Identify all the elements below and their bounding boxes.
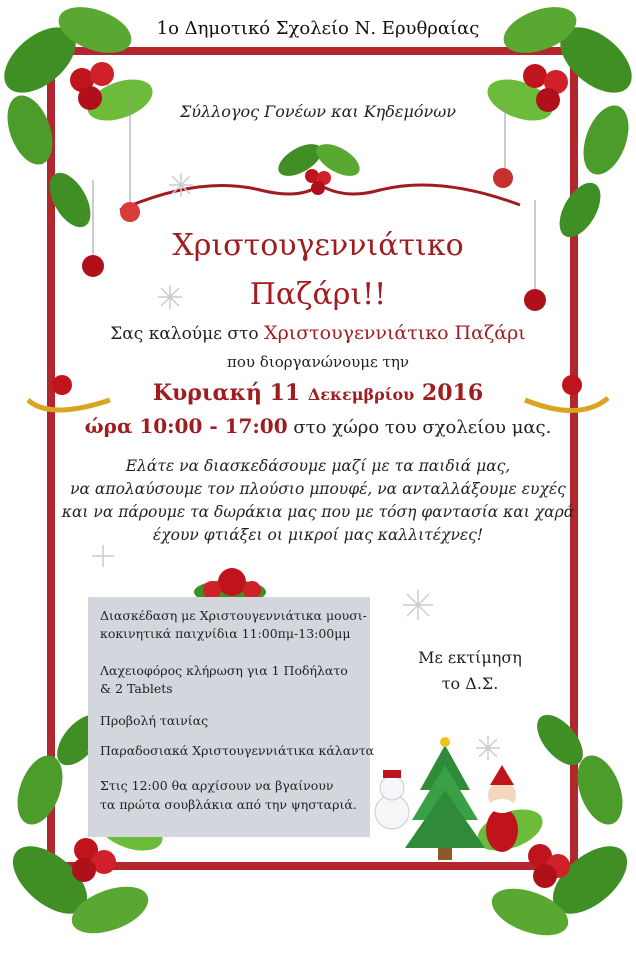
activity-item: Διασκέδαση με Χριστουγεννιάτικα μουσι-: [100, 608, 367, 623]
date-month: Δεκεμβρίου: [307, 385, 415, 404]
santa: [486, 765, 518, 852]
christmas-tree: [405, 737, 485, 860]
activity-item: τα πρώτα σουβλάκια από την ψησταριά.: [100, 797, 357, 812]
event-name: Χριστουγεννιάτικο Παζάρι: [264, 322, 526, 344]
date-day: Κυριακή 11: [152, 380, 308, 406]
snowman: [375, 770, 409, 829]
event-time: [0, 414, 636, 438]
signature-line-2: το Δ.Σ.: [441, 674, 499, 693]
paragraph-line: και να πάρουμε τα δωράκια μας που με τόση φαντασία και χαρά: [61, 503, 575, 521]
activity-item: κοκινητικά παιχνίδια 11:00πμ-13:00μμ: [100, 626, 351, 641]
paragraph-line: να απολαύσουμε τον πλούσιο μπουφέ, να ανταλλάξουμε ευχές: [70, 480, 566, 498]
invitation-paragraph: [0, 455, 636, 547]
event-date: [0, 380, 636, 406]
invitation-prefix: Σας καλούμε στο: [110, 324, 265, 344]
paragraph-line: έχουν φτιάξει οι μικροί μας καλλιτέχνες!: [152, 526, 484, 544]
paragraph-line: Ελάτε να διασκεδάσουμε μαζί με τα παιδιά μας,: [125, 457, 511, 475]
school-name: 1ο Δημοτικό Σχολείο Ν. Ερυθραίας: [156, 18, 480, 39]
activity-item: Στις 12:00 θα αρχίσουν να βγαίνουν: [100, 778, 334, 793]
activity-item: Παραδοσιακά Χριστουγεννιάτικα κάλαντα: [100, 743, 375, 758]
association-name: Σύλλογος Γονέων και Κηδεμόνων: [179, 102, 457, 121]
activity-item: Προβολή ταινίας: [100, 713, 209, 728]
signature-line-1: Με εκτίμηση: [418, 648, 522, 667]
holly-ribbon-center: [120, 138, 520, 210]
time-place: στο χώρο του σχολείου μας.: [287, 417, 552, 438]
activity-item: & 2 Tablets: [100, 681, 173, 696]
title-line-1: Χριστουγεννιάτικο: [172, 228, 464, 263]
date-year: 2016: [414, 380, 484, 406]
organize-line: που διοργανώνουμε την: [227, 353, 409, 371]
time-hours: ώρα 10:00 - 17:00: [84, 414, 288, 438]
invitation-line: [0, 322, 636, 344]
title-line-2: Παζάρι!!: [249, 277, 387, 312]
activity-item: Λαχειοφόρος κλήρωση για 1 Ποδήλατο: [100, 663, 348, 678]
